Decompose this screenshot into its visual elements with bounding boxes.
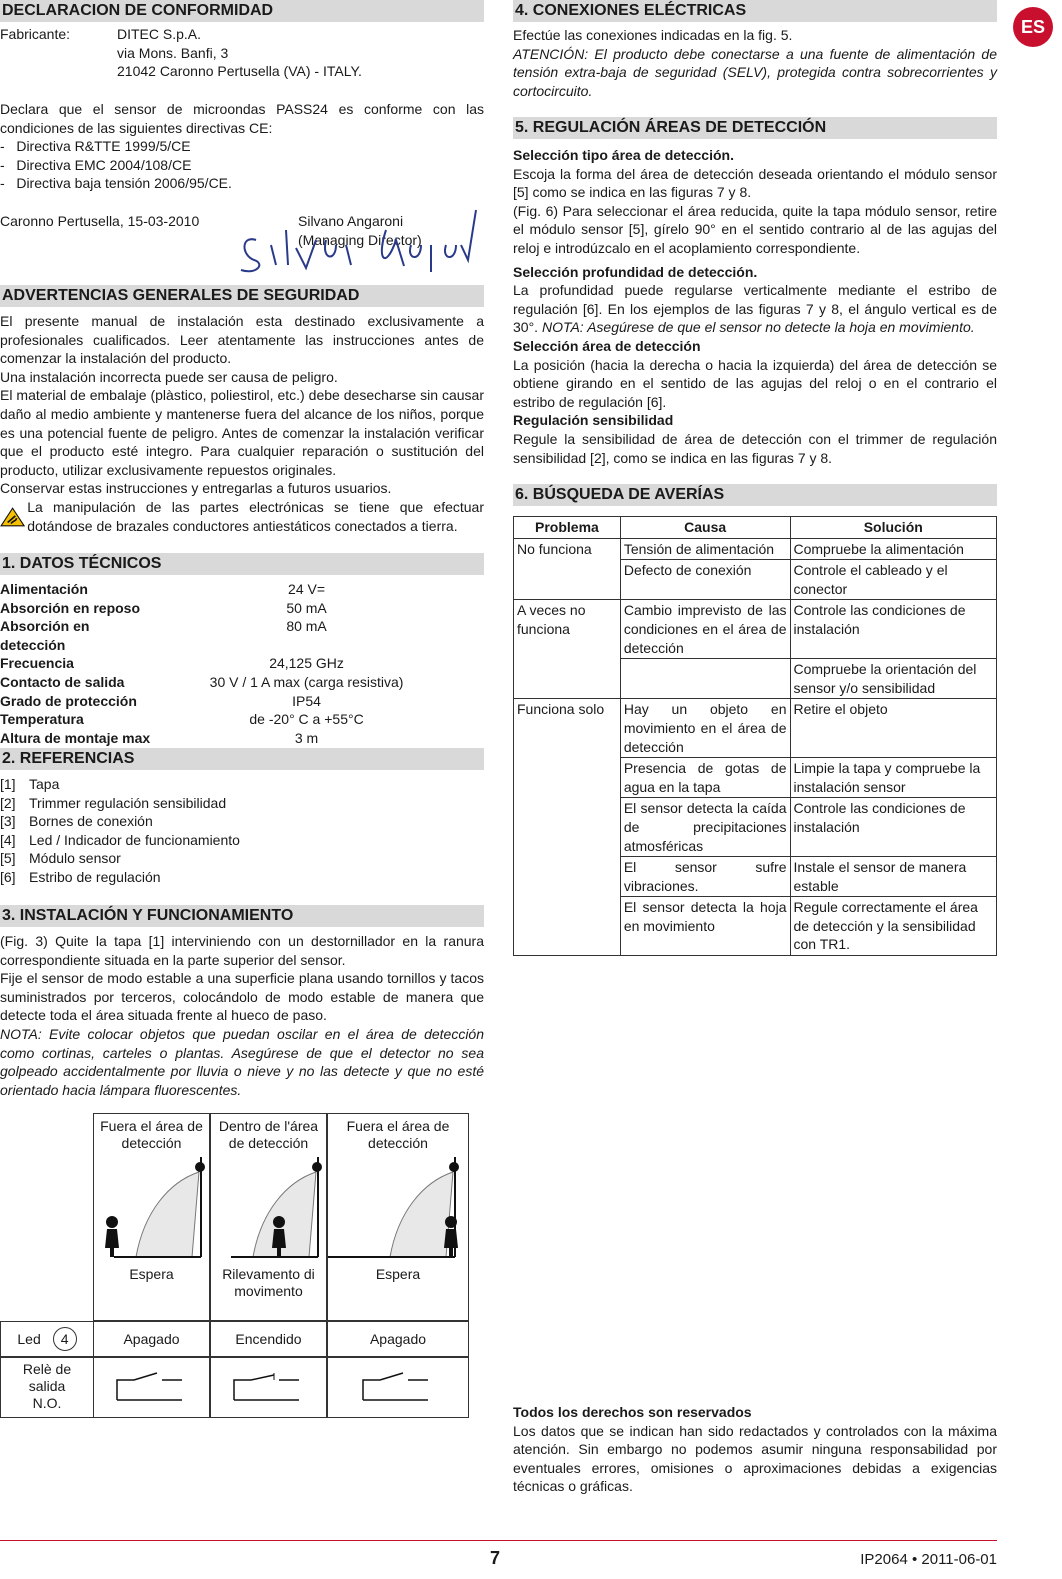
figure-column — [93, 1113, 210, 1321]
solution-cell: Controle las condiciones de instalación — [790, 600, 997, 659]
led-number-badge: 4 — [53, 1327, 77, 1351]
signer-role: (Managing Director) — [298, 231, 422, 248]
table-row — [514, 699, 997, 758]
cause-cell: Hay un objeto en movimiento en el área de detección — [620, 699, 790, 758]
esd-warning-icon — [0, 499, 25, 535]
note: NOTA: Asegúrese de que el sensor no detecte la hoja en movimiento. — [541, 319, 975, 336]
reference-label: Módulo sensor — [29, 850, 121, 867]
col-header: Causa — [620, 517, 790, 539]
page-number: 7 — [490, 1548, 501, 1568]
cause-cell: Presencia de gotas de agua en la tapa — [620, 758, 790, 798]
note: ATENCIÓN: El producto debe conectarse a una fuente de alimentación de tensión extra-baja de seguridad (SELV), protegida contra sobrecorrientes y cortocircuito. — [513, 45, 997, 99]
rights-text: Los datos que se indican han sido redactados y controlados con la máxima atención. Sin embargo no podemos asumir ninguna responsabilidad por eventuales errores, omisiones o aproximaciones debidas a exigencias técnicas o gráficas. — [513, 1422, 997, 1495]
cause-cell: Defecto de conexión — [620, 560, 790, 600]
spec-label: Alimentación — [0, 581, 88, 597]
para: (Fig. 3) Quite la tapa [1] interviniendo con un destornillador en la ranura correspondiente situada en la parte superior del sensor. — [0, 933, 484, 968]
table-row — [514, 538, 997, 560]
datos-table — [0, 580, 484, 747]
spec-row — [0, 729, 484, 748]
spec-row — [0, 692, 484, 711]
place-date: Caronno Pertusella, 15-03-2010 — [0, 213, 200, 229]
spec-label: Frecuencia — [0, 655, 74, 672]
solution-cell: Compruebe la alimentación — [790, 538, 997, 560]
footer-divider — [0, 1540, 997, 1541]
solution-cell: Regule correctamente el área de detección y la sensibilidad con TR1. — [790, 897, 997, 956]
person-icon — [105, 1216, 119, 1257]
led-label: Led — [17, 1331, 41, 1347]
para: Regule la sensibilidad de área de detección con el trimmer de regulación sensibilidad [2], como se indica en las figuras 7 y 8. — [513, 430, 997, 466]
state-label: Espera — [129, 1266, 174, 1282]
spec-row — [0, 580, 484, 599]
reference-label: Led / Indicador de funcionamiento — [29, 831, 240, 848]
declaration-text — [0, 100, 484, 193]
reference-label: Trimmer regulación sensibilidad — [29, 794, 227, 811]
relay-label: Relè de salida N.O. — [0, 1357, 93, 1418]
reference-item — [0, 849, 484, 868]
spec-value: 3 m — [294, 729, 319, 746]
cause-cell: El sensor detecta la caída de precipitaciones atmosféricas — [620, 798, 790, 857]
fabricante — [0, 25, 484, 81]
solution-cell: Retire el objeto — [790, 699, 997, 758]
spec-label: Absorción en detección — [0, 618, 90, 653]
para: El presente manual de instalación esta destinado exclusivamente a profesionales cualificados. Leer atentamente las instrucciones antes de comenzar la instalación del producto. — [0, 313, 484, 367]
solution-cell: Controle las condiciones de instalación — [790, 798, 997, 857]
spec-label: Grado de protección — [0, 692, 137, 709]
para: (Fig. 6) Para seleccionar el área reducida, quite la tapa módulo sensor, retire el módulo sensor [5], gírelo 90° en el sentido contrario al de las agujas del reloj e introdúzcalo en el acoplamiento correspondiente. — [513, 202, 997, 256]
solution-cell: Instale el sensor de manera estable — [790, 857, 997, 897]
reference-item — [0, 775, 484, 794]
directive: - Directiva EMC 2004/108/CE — [0, 156, 192, 173]
conexiones-text — [513, 26, 997, 100]
spec-value: 50 mA — [286, 599, 327, 616]
figure-column — [327, 1113, 469, 1321]
doc-code: IP2064 • 2011-06-01 — [860, 1551, 997, 1568]
para: Efectúe las conexiones indicadas en la fig. 5. — [513, 27, 793, 43]
spec-value: IP54 — [292, 692, 321, 709]
section-header-conexiones: 4. CONEXIONES ELÉCTRICAS — [513, 0, 997, 22]
relay-contact-icon — [93, 1357, 210, 1418]
spec-row — [0, 599, 484, 618]
state-label: Rilevamento di movimento — [222, 1266, 315, 1299]
rights-block — [513, 1403, 997, 1496]
spec-value: 24,125 GHz — [269, 655, 344, 672]
problem-cell: No funciona — [514, 538, 621, 600]
section-header-averias: 6. BÚSQUEDA DE AVERÍAS — [513, 484, 997, 506]
directive: - Directiva R&TTE 1999/5/CE — [0, 138, 191, 155]
zone-heading: Fuera el área de detección — [100, 1118, 203, 1151]
cause-cell: El sensor detecta la hoja en movimiento — [620, 897, 790, 956]
fabricante-label: Fabricante: — [0, 26, 71, 42]
reference-item — [0, 868, 484, 887]
reference-number: [3] — [0, 813, 16, 830]
subheading: Regulación sensibilidad — [513, 412, 674, 429]
para: La profundidad puede regularse verticalmente mediante el estribo de regulación [6]. En los ejemplos de las figuras 7 y 8, el ángulo vertical es de 30°. — [513, 282, 997, 336]
reference-number: [2] — [0, 794, 16, 811]
subheading: Selección área de detección — [513, 337, 701, 354]
problem-cell: Funciona solo — [514, 699, 621, 956]
para: Conservar estas instrucciones y entregarlas a futuros usuarios. — [0, 480, 392, 497]
section-header-datos: 1. DATOS TÉCNICOS — [0, 553, 484, 575]
state-label: Espera — [375, 1266, 421, 1282]
spec-row — [0, 673, 484, 692]
reference-item — [0, 812, 484, 831]
spec-row — [0, 710, 484, 729]
language-badge: ES — [1013, 7, 1053, 47]
solution-cell: Controle el cableado y el conector — [790, 560, 997, 600]
para: La posición (hacia la derecha o hacia la izquierda) del área de detección se obtiene girando en el sentido de las agujas del reloj o en el contrario el estribo de regulación [6]. — [513, 356, 997, 410]
reference-number: [5] — [0, 850, 16, 867]
zone-heading: Dentro de l'área de detección — [218, 1118, 319, 1151]
fab-line: 21042 Caronno Pertusella (VA) - ITALY. — [117, 63, 362, 80]
led-state: Apagado — [93, 1321, 210, 1357]
spec-row — [0, 654, 484, 673]
regulacion-text — [513, 146, 997, 467]
rights-title: Todos los derechos son reservados — [513, 1404, 752, 1420]
reference-number: [6] — [0, 868, 16, 885]
spec-value: 30 V / 1 A max (carga resistiva) — [209, 673, 404, 690]
led-state: Apagado — [327, 1321, 469, 1357]
col-header: Problema — [514, 517, 621, 539]
subheading: Selección tipo área de detección. — [513, 147, 734, 163]
para: El material de embalaje (plàstico, poliestirol, etc.) debe desecharse sin causar daño al medio ambiente y mantenerse fuera del alcance de los niños, porque es una potencial fuente de peligro. Antes de comenzar la instalación verificar que el producto esté integro. Para cualquier reparación o sustitución del producto, utilizar exclusivamente repuestos originales. — [0, 387, 484, 478]
spec-value: 80 mA — [286, 618, 327, 635]
fab-line: via Mons. Banfi, 3 — [117, 44, 229, 61]
troubleshooting-table — [513, 516, 997, 956]
solution-cell: Compruebe la orientación del sensor y/o sensibilidad — [790, 659, 997, 699]
reference-item — [0, 831, 484, 850]
table-row — [514, 600, 997, 659]
fab-line: DITEC S.p.A. — [117, 26, 202, 42]
detection-diagram — [328, 1152, 468, 1262]
cause-cell — [620, 659, 790, 699]
section-header-referencias: 2. REFERENCIAS — [0, 748, 484, 770]
relay-contact-icon — [327, 1357, 469, 1418]
signer-name: Silvano Angaroni — [298, 213, 404, 229]
spec-row — [0, 617, 484, 654]
para: Una instalación incorrecta puede ser causa de peligro. — [0, 368, 338, 385]
declaration-para: Declara que el sensor de microondas PASS24 es conforme con las condiciones de las siguientes directivas CE: — [0, 101, 484, 136]
subheading: Selección profundidad de detección. — [513, 263, 758, 280]
section-header-advertencias: ADVERTENCIAS GENERALES DE SEGURIDAD — [0, 285, 484, 307]
directive: - Directiva baja tensión 2006/95/CE. — [0, 175, 232, 192]
advertencias-text — [0, 312, 484, 535]
section-header-regulacion: 5. REGULACIÓN ÁREAS DE DETECCIÓN — [513, 117, 997, 139]
para: Escoja la forma del área de detección deseada orientando el módulo sensor [5] como se indica en las figuras 7 y 8. — [513, 165, 997, 201]
led-state: Encendido — [210, 1321, 327, 1357]
problem-cell: A veces no funciona — [514, 600, 621, 699]
signature — [236, 200, 481, 280]
spec-value: de -20° C a +55°C — [249, 711, 364, 728]
zone-heading: Fuera el área de detección — [346, 1118, 450, 1151]
section-header-declaracion: DECLARACION DE CONFORMIDAD — [0, 0, 484, 22]
esd-text: La manipulación de las partes electrónicas se tiene que efectuar dotándose de brazales conductores antiestáticos conectados a tierra. — [27, 498, 484, 534]
detection-figure — [0, 1113, 470, 1418]
cause-cell: Tensión de alimentación — [620, 538, 790, 560]
col-header: Solución — [790, 517, 997, 539]
spec-label: Contacto de salida — [0, 673, 125, 690]
reference-label: Estribo de regulación — [29, 868, 161, 885]
solution-cell: Limpie la tapa y compruebe la instalación sensor — [790, 758, 997, 798]
cause-cell: El sensor sufre vibraciones. — [620, 857, 790, 897]
spec-label: Absorción en reposo — [0, 599, 141, 616]
reference-label: Tapa — [29, 776, 60, 792]
spec-value: 24 V= — [288, 581, 326, 597]
reference-item — [0, 794, 484, 813]
referencias-list — [0, 775, 484, 887]
spec-label: Altura de montaje max — [0, 729, 151, 746]
para: Fije el sensor de modo estable a una superficie plana usando tornillos y tacos suministrados por terceros, colocándolo de modo estable de manera que detecte toda el área situada frente al hueco de paso. — [0, 970, 484, 1024]
reference-label: Bornes de conexión — [29, 813, 153, 830]
reference-number: [1] — [0, 776, 16, 792]
relay-contact-icon — [210, 1357, 327, 1418]
reference-number: [4] — [0, 831, 16, 848]
note: NOTA: Evite colocar objetos que puedan oscilar en el área de detección como cortinas, carteles o plantas. Asegúrese de que el detector no sea golpeado accidentalmente por lluvia o nieve y no las detecte y que no esté orientado hacia lámpara fluorescentes. — [0, 1025, 484, 1098]
cause-cell: Cambio imprevisto de las condiciones en el área de detección — [620, 600, 790, 659]
instalacion-text — [0, 932, 484, 1099]
led-row-label — [0, 1321, 93, 1357]
spec-label: Temperatura — [0, 711, 84, 728]
section-header-instalacion: 3. INSTALACIÓN Y FUNCIONAMIENTO — [0, 905, 484, 927]
figure-column — [210, 1113, 327, 1321]
